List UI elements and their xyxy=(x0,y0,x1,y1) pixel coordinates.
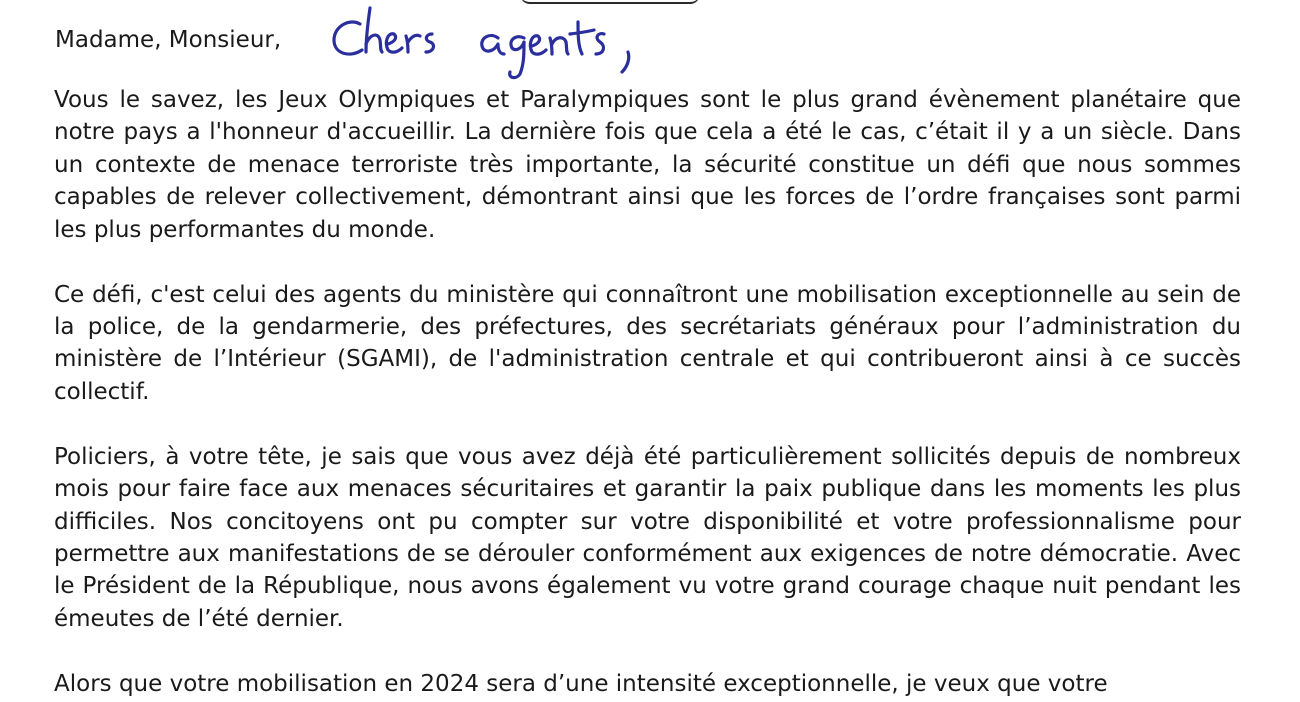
paragraph-policiers: Policiers, à votre tête, je sais que vous avez déjà été particulièrement sollicités depuis de nombreux mois pour faire face aux menaces sécuritaires et garantir la paix publique dans les moments les plus difficiles. Nos concitoyens ont pu compter sur votre disponibilité et votre professionnalisme pour permettre aux manifestations de se dérouler conformément aux exigences de notre démocratie. Avec le Président de la République, nous avons également vu votre grand courage chaque nuit pendant les émeutes de l’été dernier. xyxy=(54,443,1241,632)
handwritten-annotation xyxy=(328,2,658,82)
paragraph-defi-agents: Ce défi, c'est celui des agents du ministère qui connaîtront une mobilisation exceptionnelle au sein de la police, de la gendarmerie, des préfectures, des secrétariats généraux pour l’administration du ministère de l’Intérieur (SGAMI), de l'administration centrale et qui contribueront ainsi à ce succès collectif. xyxy=(54,281,1241,405)
letter-body xyxy=(54,84,1241,702)
handwritten-chers-agents xyxy=(328,2,658,82)
paragraph-mobilisation-2024: Alors que votre mobilisation en 2024 sera d’une intensité exceptionnelle, je veux que votre xyxy=(54,670,1108,697)
paragraph-jeux-olympiques: Vous le savez, les Jeux Olympiques et Paralympiques sont le plus grand évènement planétaire que notre pays a l'honneur d'accueillir. La dernière fois que cela a été le cas, c’était il y a un siècle. Dans un contexte de menace terroriste très importante, la sécurité constitue un défi que nous sommes capables de relever collectivement, démontrant ainsi que les forces de l’ordre françaises sont parmi les plus performantes du monde. xyxy=(54,87,1241,243)
salutation: Madame, Monsieur, xyxy=(55,27,282,53)
